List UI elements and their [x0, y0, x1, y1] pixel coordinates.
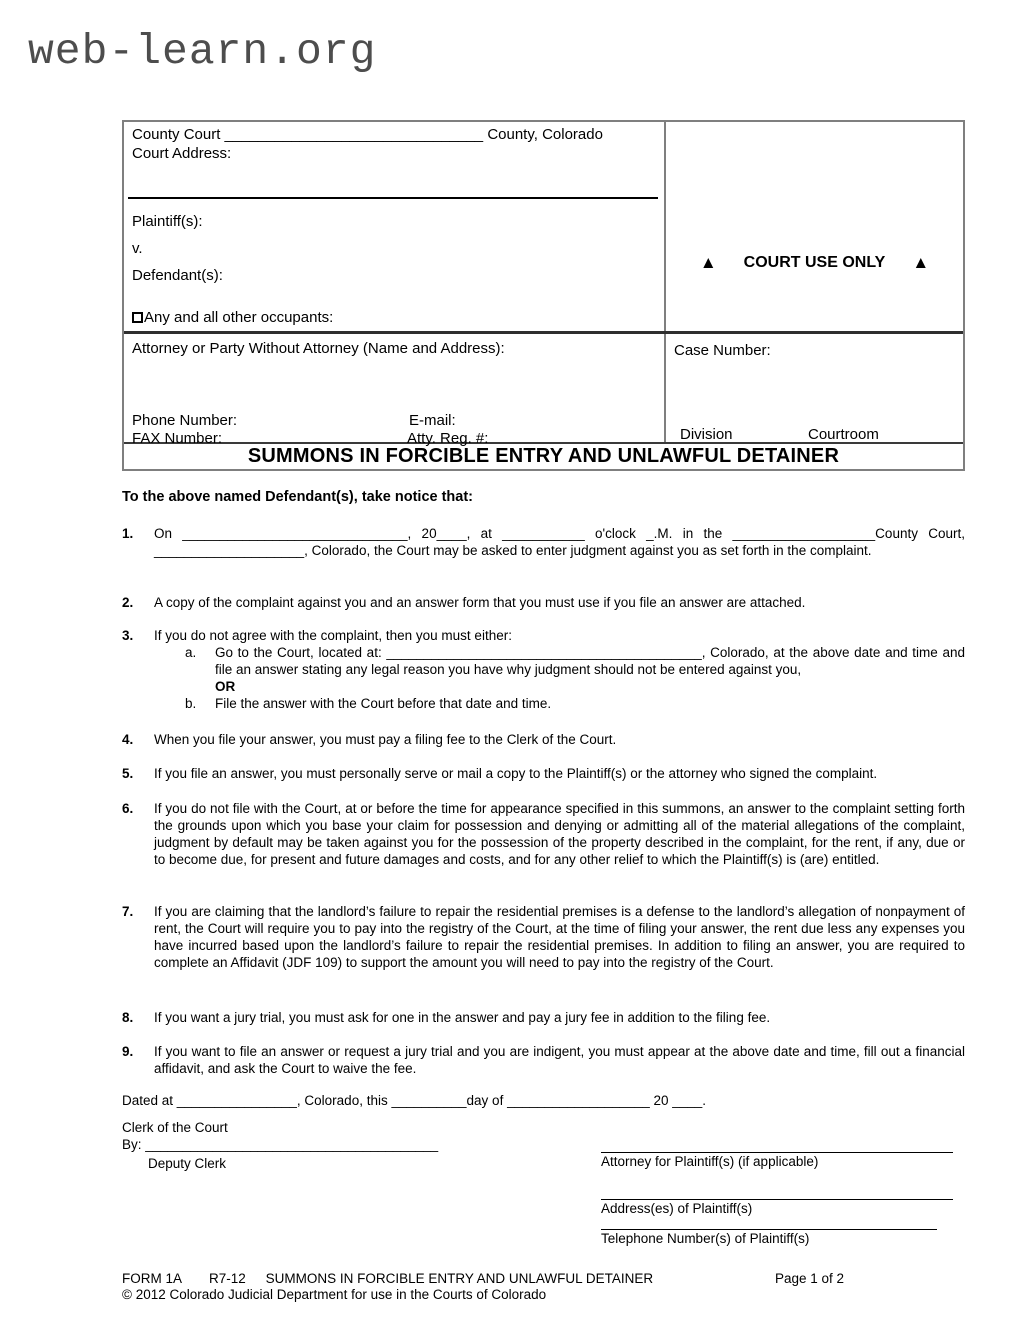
item-number: 6. [122, 801, 134, 816]
county-court-line: County Court _______________________________ County, Colorado [132, 126, 603, 143]
attorney-sig-label: Attorney for Plaintiff(s) (if applicable) [601, 1154, 819, 1169]
court-info-cell [124, 122, 666, 331]
item-number: 1. [122, 526, 134, 541]
phone-sig-label: Telephone Number(s) of Plaintiff(s) [601, 1231, 810, 1246]
item-text: When you file your answer, you must pay a filing fee to the Clerk of the Court. [154, 732, 617, 747]
caption-divider-line [128, 197, 658, 199]
atty-reg-label: Atty. Reg. #: [407, 430, 489, 447]
attorney-label: Attorney or Party Without Attorney (Name and Address): [132, 340, 505, 357]
notice-item-8 [122, 1009, 965, 1026]
by-signature-line: _______________________________________ [145, 1137, 439, 1152]
attorney-info-cell [124, 334, 666, 447]
clerk-of-court-label: Clerk of the Court [122, 1120, 228, 1135]
notice-item-2 [122, 594, 965, 611]
item-number: 9. [122, 1044, 134, 1059]
occupants-line [132, 308, 333, 327]
item-3-intro: If you do not agree with the complaint, then you must either: [154, 628, 512, 643]
defendants-label: Defendant(s): [132, 267, 223, 284]
court-info-row [124, 122, 963, 334]
item-text: If you want to file an answer or request a jury trial and you are indigent, you must appear at the above date and time, fill out a financial affidavit, and ask the Court to waive the fee. [154, 1044, 965, 1076]
court-address-label: Court Address: [132, 145, 232, 162]
item-number: 4. [122, 732, 134, 747]
form-title-row [124, 444, 963, 469]
item-text: If you file an answer, you must personally serve or mail a copy to the Plaintiff(s) or the attorney who signed the complaint. [154, 766, 878, 781]
courtroom-label: Courtroom [808, 426, 879, 443]
item-number: 7. [122, 904, 134, 919]
triangle-icon: ▲ [699, 253, 717, 272]
notice-item-5 [122, 765, 965, 782]
case-caption-table [122, 120, 965, 471]
notice-item-3 [122, 627, 965, 712]
deputy-clerk-label: Deputy Clerk [148, 1156, 227, 1171]
plaintiffs-label: Plaintiff(s): [132, 213, 203, 230]
item-text: If you are claiming that the landlord’s failure to repair the residential premises is a defense to the landlord’s allegation of nonpayment of rent, the Court will require you to pay into the registry of the Court, at the time of filing your answer, the rent due less any expenses you have incurred based upon the landlord’s failure to repair the residential premises. In addition to filing an answer, you are required to complete an Affidavit (JDF 109) to support the amount you will need to pay into the registry of the Court. [154, 904, 965, 970]
item-3a [185, 644, 965, 695]
footer-form-id: FORM 1A [122, 1271, 182, 1286]
sub-item-text: Go to the Court, located at: __________________________________________, Colorado, at the above date and time and file an answer stating any legal reason you have why judgment should not be entered against you, OR [215, 645, 965, 694]
page-number: Page 1 of 2 [775, 1271, 845, 1286]
footer-revision: R7-12 [209, 1271, 246, 1286]
attorney-case-row [124, 334, 963, 447]
notice-heading: To the above named Defendant(s), take notice that: [122, 489, 474, 505]
item-number: 3. [122, 628, 134, 643]
checkbox-icon [132, 312, 143, 323]
fax-label: FAX Number: [132, 430, 223, 447]
item-number: 5. [122, 766, 134, 781]
triangle-icon: ▲ [912, 253, 930, 272]
item-text: On ______________________________, 20____, at ___________ o'clock _.M. in the ___________________County Court, ____________________, Colorado, the Court may be asked to enter judgment against you as set forth in the complaint. [154, 526, 965, 558]
sub-item-text: File the answer with the Court before that date and time. [215, 696, 552, 711]
notice-item-1 [122, 525, 965, 559]
sub-item-label: a. [185, 645, 197, 660]
email-label: E-mail: [409, 412, 456, 429]
case-number-cell [666, 334, 963, 442]
case-number-label: Case Number: [674, 342, 771, 359]
footer-line-1 [122, 1271, 653, 1287]
versus-label: v. [132, 240, 143, 257]
item-number: 2. [122, 595, 134, 610]
address-sig-label: Address(es) of Plaintiff(s) [601, 1201, 753, 1216]
notice-item-9 [122, 1043, 965, 1077]
item-text: A copy of the complaint against you and an answer form that you must use if you file an answer are attached. [154, 595, 806, 610]
notice-item-4 [122, 731, 965, 748]
court-use-cell [666, 122, 963, 331]
phone-label: Phone Number: [132, 412, 238, 429]
dated-line: Dated at ________________, Colorado, this __________day of ___________________ 20 ____. [122, 1093, 707, 1108]
footer-copyright: © 2012 Colorado Judicial Department for use in the Courts of Colorado [122, 1287, 547, 1302]
item-text: If you do not file with the Court, at or before the time for appearance specified in this summons, an answer to the complaint setting forth the grounds upon which you base your claim for possession and denying or admitting all of the material allegations of the complaint, judgment by default may be taken against you for the possession of the property described in the complaint, for the rent, if any, due or to become due, for present and future damages and costs, and for any other relief to which the Plaintiff(s) is (are) entitled. [154, 801, 965, 867]
item-text [154, 627, 965, 712]
item-text: If you want a jury trial, you must ask for one in the answer and pay a jury fee in addition to the filing fee. [154, 1010, 771, 1025]
occupants-label: Any and all other occupants: [144, 309, 334, 326]
division-label: Division [680, 426, 733, 443]
or-label: OR [215, 679, 236, 694]
by-line: By: _______________________________________ [122, 1137, 439, 1152]
site-logo: web-learn.org [28, 27, 377, 76]
notice-item-7 [122, 903, 965, 971]
footer-title: SUMMONS IN FORCIBLE ENTRY AND UNLAWFUL DETAINER [265, 1271, 654, 1286]
item-number: 8. [122, 1010, 134, 1025]
form-title: SUMMONS IN FORCIBLE ENTRY AND UNLAWFUL DETAINER [247, 445, 840, 467]
plaintiff-signature-block [601, 1145, 953, 1247]
sub-item-label: b. [185, 696, 197, 711]
notice-item-6 [122, 800, 965, 868]
item-3b [185, 695, 965, 712]
court-use-only-label: COURT USE ONLY [743, 254, 886, 271]
court-use-banner [666, 253, 963, 272]
